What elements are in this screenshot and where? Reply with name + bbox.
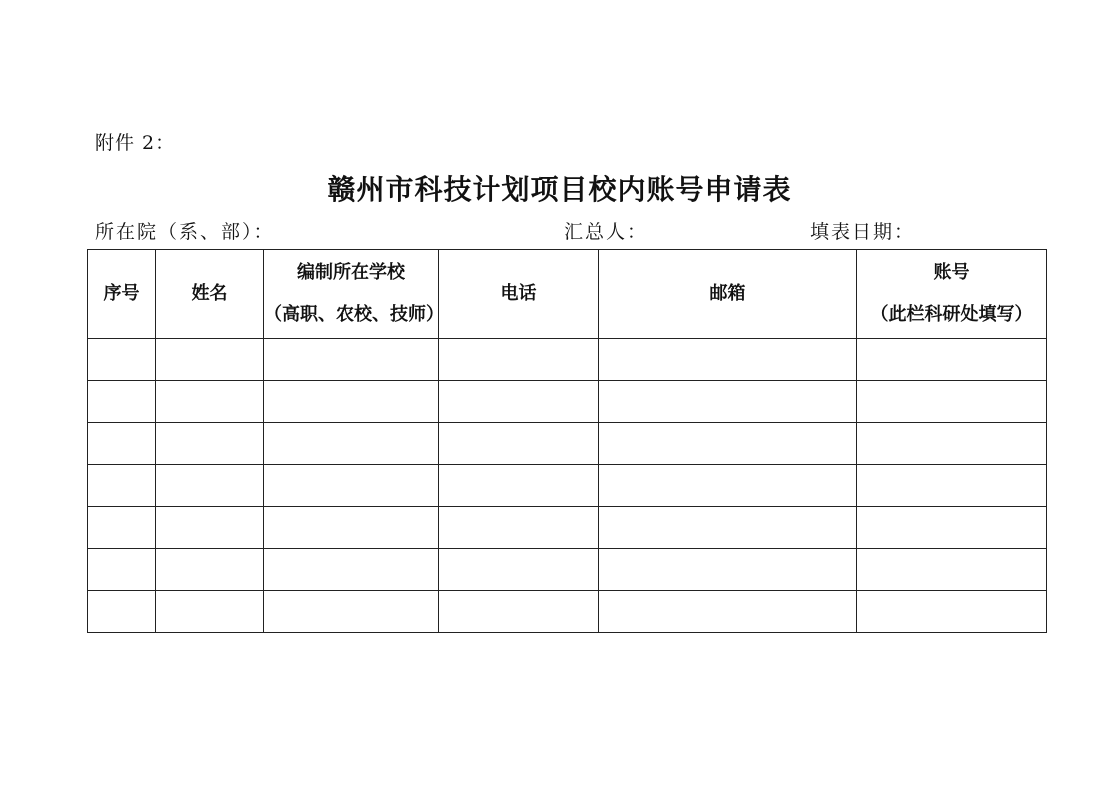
cell-school[interactable] (264, 591, 439, 633)
cell-phone[interactable] (439, 339, 599, 381)
summary-person-label: 汇总人： (564, 221, 649, 243)
cell-email[interactable] (599, 507, 857, 549)
header-school-line2: （高职、农校、技师） (264, 304, 444, 325)
table-row (88, 465, 1047, 507)
table-row (88, 423, 1047, 465)
header-school-line1: 编制所在学校 (297, 262, 405, 283)
cell-serial[interactable] (88, 381, 156, 423)
cell-phone[interactable] (439, 423, 599, 465)
cell-name[interactable] (156, 549, 264, 591)
cell-name[interactable] (156, 381, 264, 423)
header-school (264, 250, 444, 339)
attachment-label: 附件 2： (95, 132, 176, 154)
cell-account[interactable] (857, 381, 1047, 423)
cell-email[interactable] (599, 381, 857, 423)
cell-account[interactable] (857, 549, 1047, 591)
table-row (88, 507, 1047, 549)
page-title: 赣州市科技计划项目校内账号申请表 (327, 173, 792, 206)
cell-account[interactable] (857, 339, 1047, 381)
cell-school[interactable] (264, 423, 439, 465)
header-account (857, 250, 1047, 339)
header-email: 邮箱 (599, 250, 857, 339)
cell-school[interactable] (264, 465, 439, 507)
cell-email[interactable] (599, 339, 857, 381)
cell-school[interactable] (264, 381, 439, 423)
cell-phone[interactable] (439, 591, 599, 633)
cell-phone[interactable] (439, 465, 599, 507)
table-row (88, 381, 1047, 423)
cell-account[interactable] (857, 423, 1047, 465)
cell-serial[interactable] (88, 507, 156, 549)
table-header-row (88, 250, 1047, 339)
cell-name[interactable] (156, 591, 264, 633)
cell-school[interactable] (264, 507, 439, 549)
cell-account[interactable] (857, 507, 1047, 549)
cell-school[interactable] (264, 339, 439, 381)
cell-phone[interactable] (439, 549, 599, 591)
cell-name[interactable] (156, 507, 264, 549)
cell-name[interactable] (156, 465, 264, 507)
cell-serial[interactable] (88, 423, 156, 465)
cell-account[interactable] (857, 591, 1047, 633)
header-name: 姓名 (156, 250, 264, 339)
header-account-line2: （此栏科研处填写） (870, 304, 1033, 325)
cell-school[interactable] (264, 549, 439, 591)
cell-serial[interactable] (88, 591, 156, 633)
cell-phone[interactable] (439, 381, 599, 423)
table-row (88, 549, 1047, 591)
cell-serial[interactable] (88, 465, 156, 507)
table-row (88, 591, 1047, 633)
application-table (87, 249, 1047, 633)
department-label: 所在院（系、部）： (95, 221, 275, 243)
cell-serial[interactable] (88, 549, 156, 591)
cell-email[interactable] (599, 465, 857, 507)
cell-account[interactable] (857, 465, 1047, 507)
cell-email[interactable] (599, 423, 857, 465)
cell-name[interactable] (156, 423, 264, 465)
header-account-line1: 账号 (933, 262, 970, 283)
cell-email[interactable] (599, 591, 857, 633)
cell-email[interactable] (599, 549, 857, 591)
cell-name[interactable] (156, 339, 264, 381)
table-row (88, 339, 1047, 381)
header-phone: 电话 (439, 250, 599, 339)
cell-serial[interactable] (88, 339, 156, 381)
header-serial: 序号 (88, 250, 156, 339)
fill-date-label: 填表日期： (810, 221, 916, 243)
cell-phone[interactable] (439, 507, 599, 549)
